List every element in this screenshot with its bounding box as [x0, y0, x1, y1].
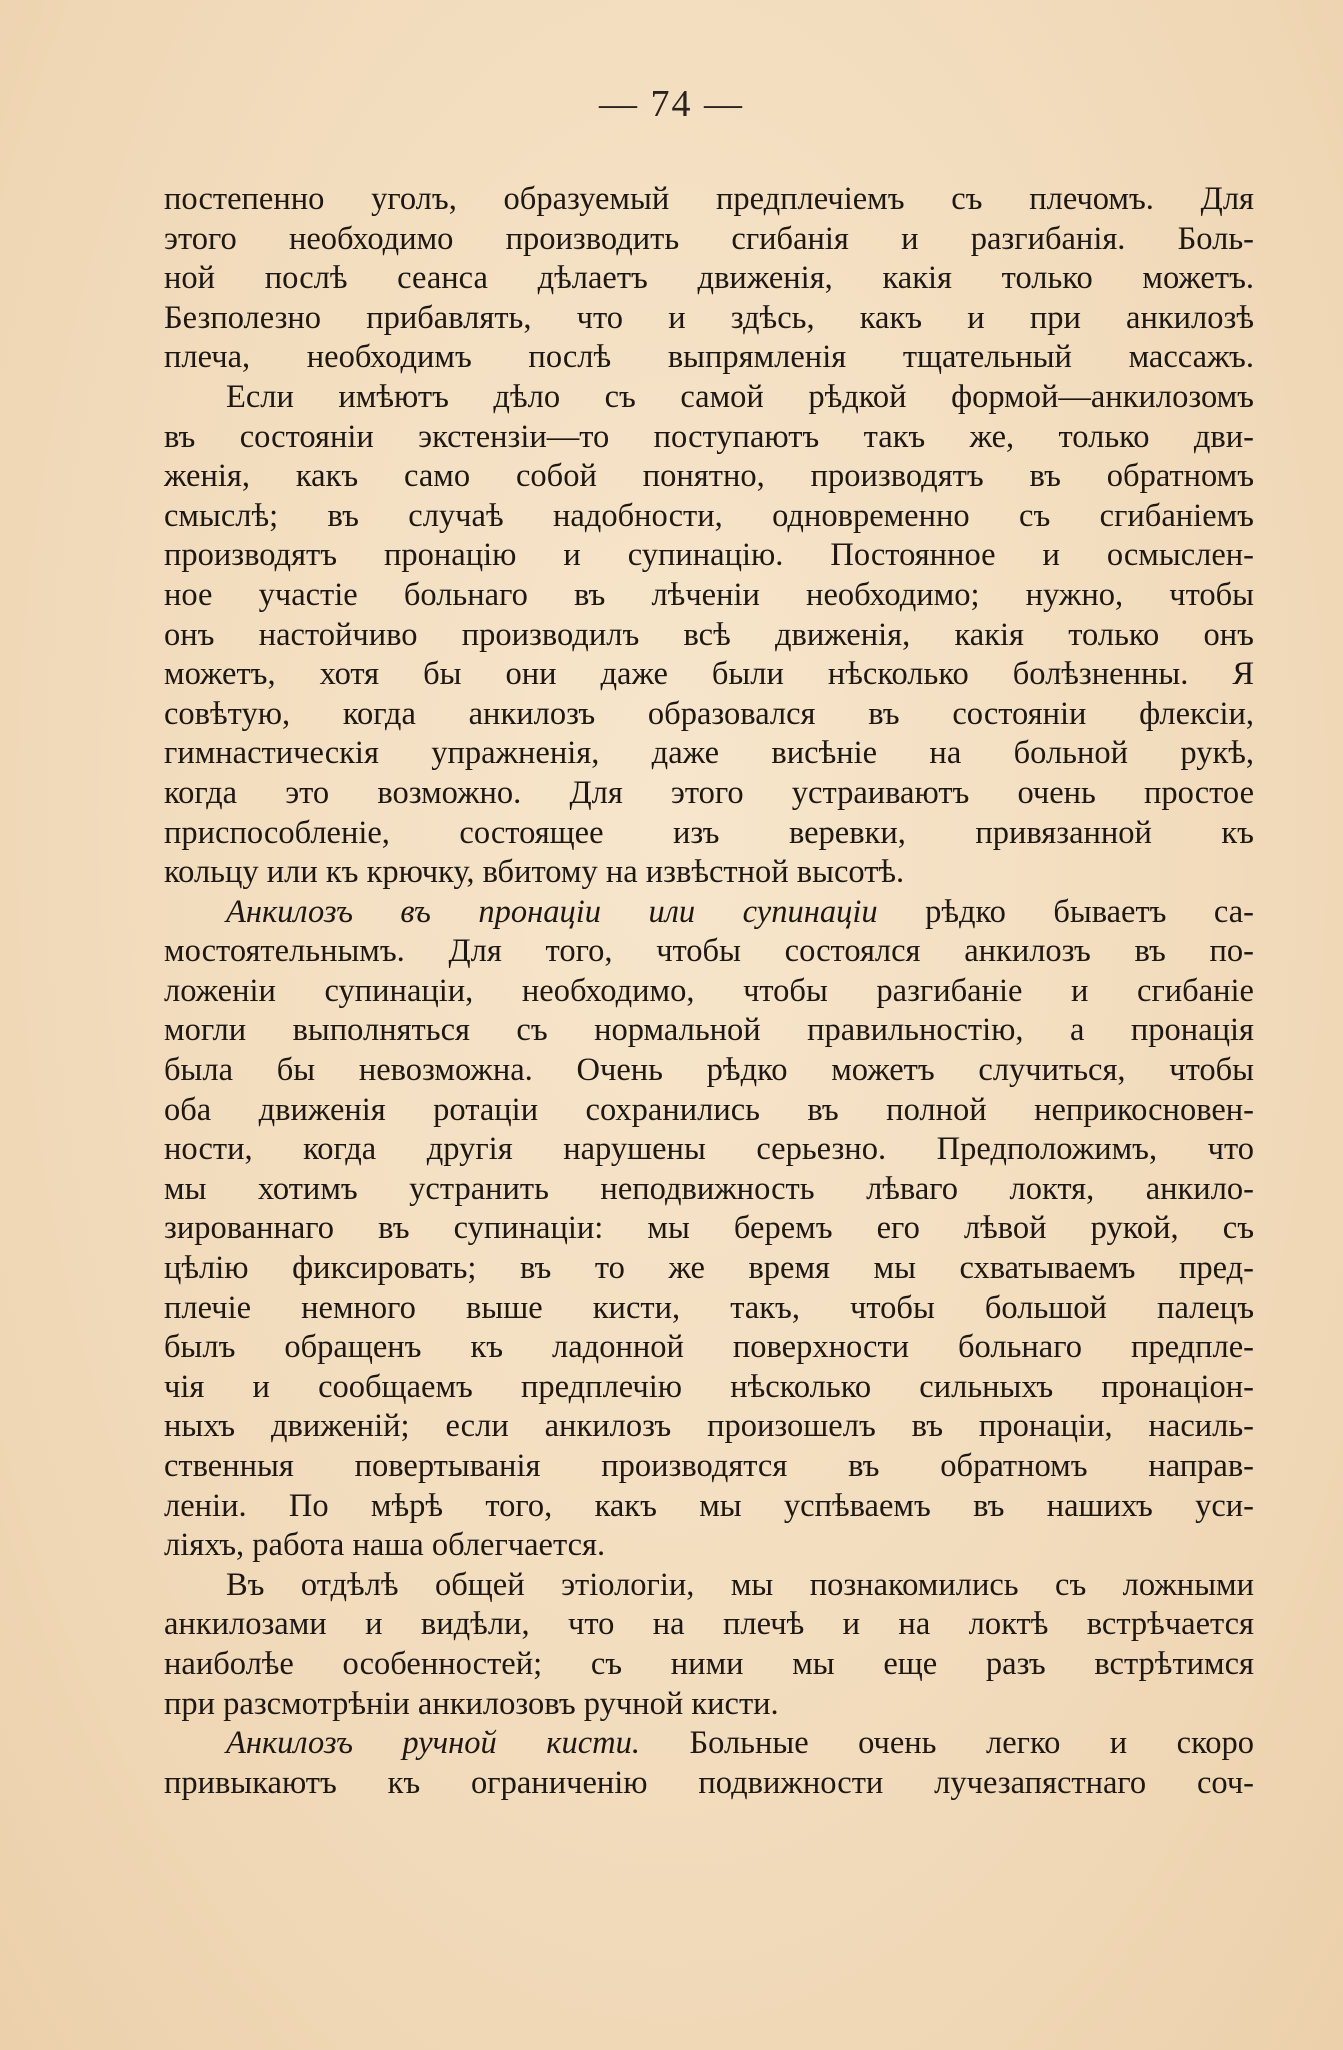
text-line	[164, 576, 1254, 616]
italic-heading: Анкилозъ въ пронаціи или супинаціи	[226, 893, 878, 930]
text-line	[164, 457, 1254, 497]
text-line	[164, 1724, 1254, 1764]
line-text: ліяхъ, работа наша облегчается.	[164, 1527, 606, 1564]
text-line	[164, 1447, 1254, 1487]
text-line	[164, 1051, 1254, 1091]
line-text: Въ отдѣлѣ общей этіологіи, мы познакомились съ ложными	[226, 1566, 1254, 1603]
line-text: когда это возможно. Для этого устраиваютъ очень простое	[164, 774, 1254, 811]
text-line	[164, 1130, 1254, 1170]
paragraph	[164, 1724, 1254, 1803]
line-text: зированнаго въ супинаціи: мы беремъ его лѣвой рукой, съ	[164, 1210, 1254, 1247]
paragraph	[164, 893, 1254, 1566]
line-text: онъ настойчиво производилъ всѣ движенія, какія только онъ	[164, 616, 1254, 653]
text-line	[164, 1170, 1254, 1210]
text-line	[164, 1407, 1254, 1447]
text-line	[164, 220, 1254, 260]
line-text: ное участіе больнаго въ лѣченіи необходимо; нужно, чтобы	[164, 576, 1254, 613]
line-text: Безполезно прибавлять, что и здѣсь, какъ и при анкилозѣ	[164, 299, 1254, 336]
text-line	[164, 418, 1254, 458]
text-line	[164, 497, 1254, 537]
line-text: оба движенія ротаціи сохранились въ полной неприкосновен-	[164, 1091, 1254, 1128]
line-text: была бы невозможна. Очень рѣдко можетъ случиться, чтобы	[164, 1052, 1254, 1089]
text-line	[164, 972, 1254, 1012]
text-line	[164, 814, 1254, 854]
text-line	[164, 299, 1254, 339]
line-text: ныхъ движеній; если анкилозъ произошелъ въ пронаціи, насиль-	[164, 1408, 1254, 1445]
text-line	[164, 695, 1254, 735]
line-text: плечіе немного выше кисти, такъ, чтобы большой палецъ	[164, 1289, 1254, 1326]
line-text: совѣтую, когда анкилозъ образовался въ состояніи флексіи,	[164, 695, 1254, 732]
line-text: ственныя повертыванія производятся въ обратномъ направ-	[164, 1448, 1254, 1484]
text-line	[164, 893, 1254, 933]
text-line	[164, 1566, 1254, 1606]
text-line	[164, 1368, 1254, 1408]
line-text: привыкаютъ къ ограниченію подвижности лучезапястнаго соч-	[164, 1764, 1254, 1801]
line-text: ложеніи супинаціи, необходимо, чтобы разгибаніе и сгибаніе	[164, 972, 1254, 1009]
line-text: чія и сообщаемъ предплечію нѣсколько сильныхъ пронаціон-	[164, 1368, 1254, 1405]
text-line	[164, 1249, 1254, 1289]
line-text: плеча, необходимъ послѣ выпрямленія тщательный массажъ.	[164, 339, 1254, 376]
line-text: мостоятельнымъ. Для того, чтобы состоялся анкилозъ въ по-	[164, 933, 1254, 970]
page-number: — 74 —	[599, 83, 744, 125]
line-text: ности, когда другія нарушены серьезно. Предположимъ, что	[164, 1131, 1254, 1168]
text-line	[164, 1011, 1254, 1051]
line-text: Больные очень легко и скоро	[639, 1725, 1254, 1762]
line-text: приспособленіе, состоящее изъ веревки, привязанной къ	[164, 814, 1254, 851]
text-line	[164, 536, 1254, 576]
line-text: постепенно уголъ, образуемый предплечіемъ съ плечомъ. Для	[164, 181, 1254, 217]
line-text: могли выполняться съ нормальной правильностію, а пронація	[164, 1012, 1254, 1049]
body-text	[164, 180, 1254, 1803]
text-line	[164, 655, 1254, 695]
line-text: цѣлію фиксировать; въ то же время мы схватываемъ пред-	[164, 1250, 1254, 1287]
text-line	[164, 853, 1254, 893]
italic-heading: Анкилозъ ручной кисти.	[226, 1725, 640, 1762]
line-text: мы хотимъ устранить неподвижность лѣваго локтя, анкило-	[164, 1170, 1254, 1207]
line-text: леніи. По мѣрѣ того, какъ мы успѣваемъ въ нашихъ уси-	[164, 1487, 1254, 1524]
line-text: смыслѣ; въ случаѣ надобности, одновременно съ сгибаніемъ	[164, 497, 1254, 534]
text-line	[164, 774, 1254, 814]
line-text: Если имѣютъ дѣло съ самой рѣдкой формой—анкилозомъ	[226, 378, 1254, 415]
text-line	[164, 734, 1254, 774]
line-text: ной послѣ сеанса дѣлаетъ движенія, какія только можетъ.	[164, 260, 1254, 297]
text-line	[164, 259, 1254, 299]
text-line	[164, 1209, 1254, 1249]
paragraph	[164, 1566, 1254, 1724]
text-line	[164, 338, 1254, 378]
line-text: былъ обращенъ къ ладонной поверхности больнаго предпле-	[164, 1329, 1254, 1366]
text-line	[164, 180, 1254, 220]
text-line	[164, 378, 1254, 418]
line-text: этого необходимо производить сгибанія и разгибанія. Боль-	[164, 220, 1254, 257]
line-text: анкилозами и видѣли, что на плечѣ и на локтѣ встрѣчается	[164, 1606, 1254, 1643]
line-text: можетъ, хотя бы они даже были нѣсколько болѣзненны. Я	[164, 656, 1254, 693]
text-line	[164, 1289, 1254, 1329]
line-text: наиболѣе особенностей; съ ними мы еще разъ встрѣтимся	[164, 1645, 1254, 1682]
text-line	[164, 1605, 1254, 1645]
text-line	[164, 1526, 1254, 1566]
text-line	[164, 1645, 1254, 1685]
line-text: въ состояніи экстензіи—то поступаютъ такъ же, только дви-	[164, 418, 1254, 455]
line-text: производятъ пронацію и супинацію. Постоянное и осмыслен-	[164, 537, 1254, 574]
line-text: женія, какъ само собой понятно, производятъ въ обратномъ	[164, 458, 1254, 495]
text-line	[164, 1487, 1254, 1527]
text-line	[164, 1764, 1254, 1804]
line-text: гимнастическія упражненія, даже висѣніе на больной рукѣ,	[164, 735, 1254, 772]
text-line	[164, 932, 1254, 972]
text-line	[164, 1685, 1254, 1725]
line-text: кольцу или къ крючку, вбитому на извѣстной высотѣ.	[164, 854, 905, 891]
text-line	[164, 1328, 1254, 1368]
paragraph	[164, 180, 1254, 378]
paragraph	[164, 378, 1254, 893]
line-text: при разсмотрѣніи анкилозовъ ручной кисти.	[164, 1685, 779, 1722]
line-text: рѣдко бываетъ са-	[877, 893, 1254, 930]
text-line	[164, 616, 1254, 656]
text-line	[164, 1091, 1254, 1131]
